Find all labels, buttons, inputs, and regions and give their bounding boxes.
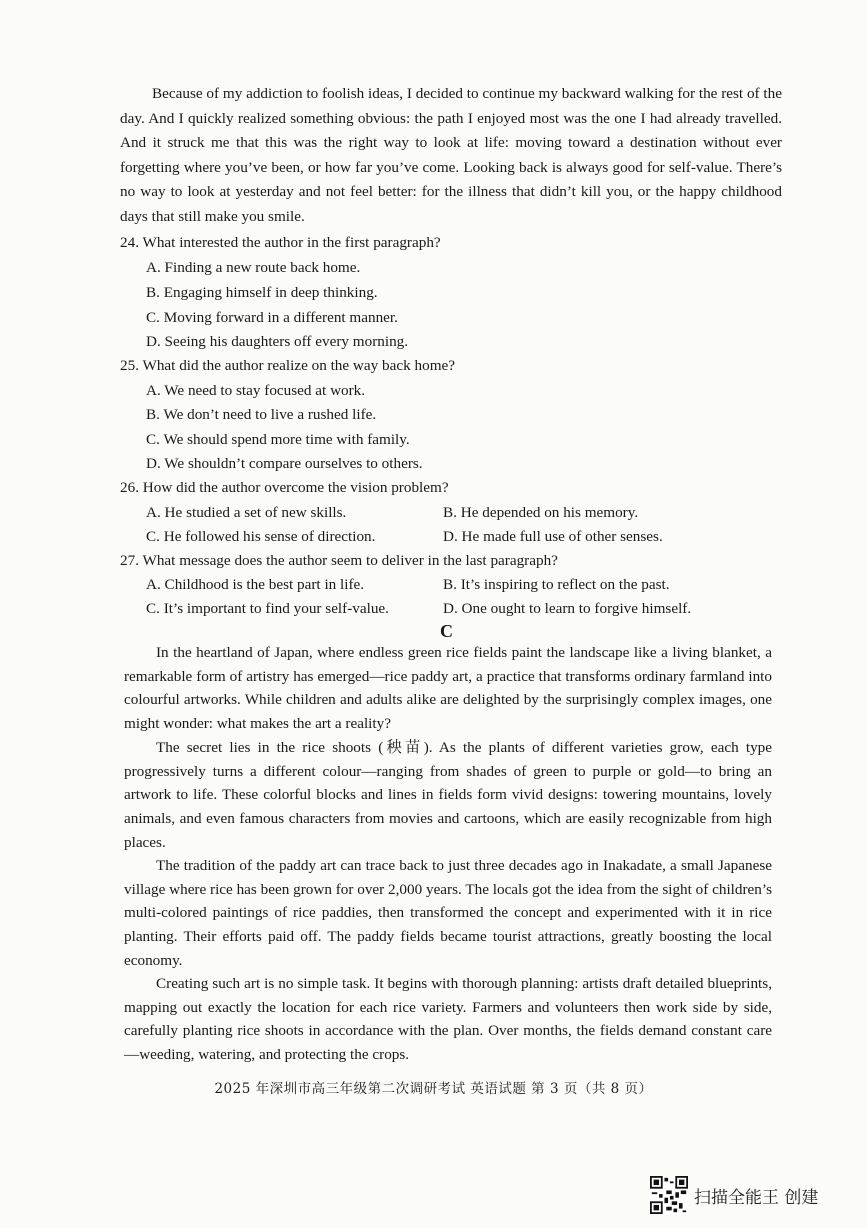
question-27-option-b: B. It’s inspiring to reflect on the past.: [443, 576, 670, 593]
section-c-paragraph-3: The tradition of the paddy art can trace back to just three decades ago in Inakadate, a small Japanese village where rice has been grown for over 2,000 years. The locals got the idea from the sight of children’s multi-colored paintings of rice paddies, then transformed the concept and experimented with it in rice planting. Their efforts paid off. The paddy fields became tourist attractions, greatly boosting the local economy.: [124, 857, 772, 969]
question-24-option-c: C. Moving forward in a different manner.: [146, 309, 398, 326]
page-footer: 2025 年深圳市高三年级第二次调研考试 英语试题 第 3 页（共 8 页）: [214, 1081, 653, 1097]
passage-b-final-paragraph: Because of my addiction to foolish ideas, I decided to continue my backward walking for the rest of the day. And I quickly realized something obvious: the path I enjoyed most was the one I had already travelled. And it struck me that this was the right way to look at life: moving toward a destination without ever forgetting where you’ve been, or how far you’ve come. Looking back is always good for self-value. There’s no way to look at yesterday and not feel better: for the illness that didn’t kill you, or the happy childhood days that still make you smile.: [120, 85, 782, 225]
question-26-stem: 26. How did the author overcome the vision problem?: [120, 479, 449, 496]
section-c-heading: C: [440, 621, 453, 641]
question-26-option-d: D. He made full use of other senses.: [443, 528, 663, 545]
section-c-paragraph-2: The secret lies in the rice shoots (秧苗). As the plants of different varieties grow, each type progressively turns a different colour—ranging from shades of green to purple or gold—to bring an artwork to life. These colorful blocks and lines in fields form vivid designs: towering mountains, lovely animals, and even famous characters from movies and cartoons, which are easily recognizable from high places.: [124, 739, 772, 851]
question-25-option-a: A. We need to stay focused at work.: [146, 382, 366, 399]
question-27-option-a: A. Childhood is the best part in life.: [146, 576, 365, 593]
question-27-option-c: C. It’s important to find your self-value.: [146, 600, 389, 617]
question-25-option-b: B. We don’t need to live a rushed life.: [146, 406, 377, 423]
section-c-paragraph-1: In the heartland of Japan, where endless green rice fields paint the landscape like a living blanket, a remarkable form of artistry has emerged—rice paddy art, a practice that transforms ordinary farmland into colourful artworks. While children and adults alike are delighted by the surprisingly complex images, one might wonder: what makes the art a reality?: [124, 644, 772, 733]
question-25-option-d: D. We shouldn’t compare ourselves to others.: [146, 455, 423, 472]
question-27-stem: 27. What message does the author seem to deliver in the last paragraph?: [120, 552, 558, 569]
qr-code-icon: [650, 1176, 688, 1214]
scanner-watermark: [650, 1175, 818, 1215]
watermark-text: 扫描全能王 创建: [694, 1187, 819, 1208]
question-26-option-c: C. He followed his sense of direction.: [146, 528, 376, 545]
question-26-option-b: B. He depended on his memory.: [443, 504, 639, 521]
question-24-option-d: D. Seeing his daughters off every morning.: [146, 333, 409, 350]
question-25-stem: 25. What did the author realize on the way back home?: [120, 357, 455, 374]
question-27-option-d: D. One ought to learn to forgive himself.: [443, 600, 692, 617]
question-26-option-a: A. He studied a set of new skills.: [146, 504, 347, 521]
question-24-option-a: A. Finding a new route back home.: [146, 259, 361, 276]
question-24-stem: 24. What interested the author in the first paragraph?: [120, 234, 441, 251]
question-25-option-c: C. We should spend more time with family.: [146, 431, 410, 448]
section-c-paragraph-4: Creating such art is no simple task. It begins with thorough planning: artists draft detailed blueprints, mapping out exactly the location for each rice variety. Farmers and volunteers then work side by side, carefully planting rice shoots in accordance with the plan. Over months, the fields demand constant care—weeding, watering, and protecting the crops.: [124, 975, 772, 1064]
question-24-option-b: B. Engaging himself in deep thinking.: [146, 284, 378, 301]
